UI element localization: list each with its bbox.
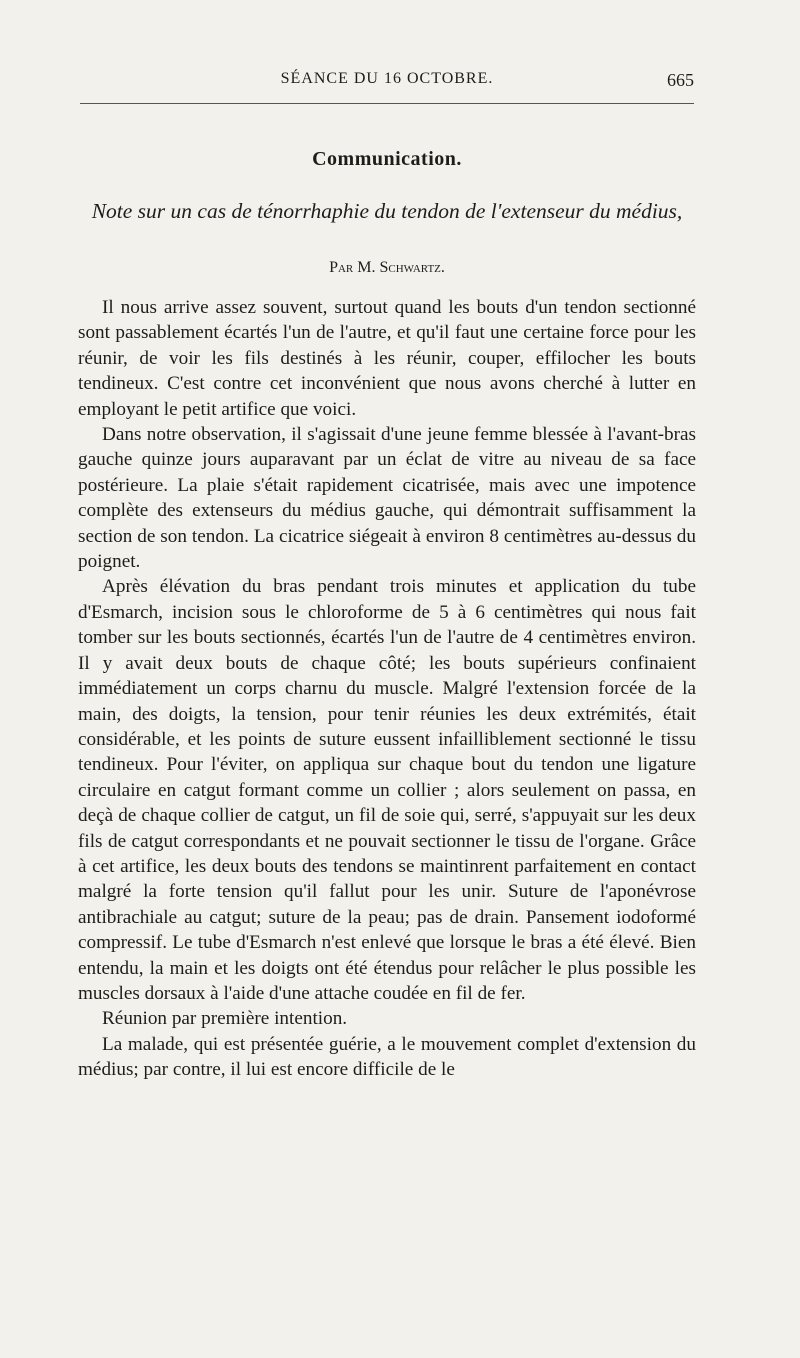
page-number: 665: [667, 70, 694, 90]
running-head: SÉANCE DU 16 OCTOBRE.: [280, 70, 494, 87]
paragraph: La malade, qui est présentée guérie, a le mouvement complet d'extension du médius; par contre, il lui est encore difficile de le: [78, 1033, 696, 1081]
page-header: [80, 70, 694, 100]
author-byline: Par M. Schwartz.: [329, 259, 445, 276]
section-heading: Communication.: [312, 148, 462, 170]
article-body: [78, 295, 696, 1083]
paragraph: Après élévation du bras pendant trois minutes et application du tube d'Esmarch, incision sous le chloroforme de 5 à 6 centimètres qui nous fait tomber sur les bouts sectionnés, écartés l'un de l'autre de 4 centimètres environ. Il y avait deux bouts de chaque côté; les bouts supérieurs confinaient immédiatement un corps charnu du muscle. Malgré l'extension forcée de la main, des doigts, la tension, pour tenir réunies les deux extrémités, était considérable, et les points de suture eussent infailliblement sectionné le tissu tendineux. Pour l'éviter, on appliqua sur chaque bout du tendon une ligature circulaire en catgut formant comme un collier ; alors seulement on passa, en deçà de chaque collier de catgut, un fil de soie qui, serré, s'appuyait sur les deux fils de catgut correspondants et ne pouvait sectionner le tissu de l'organe. Grâce à cet artifice, les deux bouts des tendons se maintinrent parfaitement en contact malgré la forte tension qu'il fallut pour les unir. Suture de l'aponévrose antibrachiale au catgut; suture de la peau; pas de drain. Pansement iodoformé compressif. Le tube d'Esmarch n'est enlevé que lorsque le bras a été élevé. Bien entendu, la main et les doigts ont été étendus pour relâcher le plus possible les muscles dorsaux à l'aide d'une attache coudée en fil de fer.: [78, 576, 696, 1004]
paragraph: Réunion par première intention.: [102, 1008, 348, 1030]
paragraph: Il nous arrive assez souvent, surtout quand les bouts d'un tendon sectionné sont passablement écartés l'un de l'autre, et qu'il faut une certaine force pour les réunir, de voir les fils destinés à les réunir, couper, effilocher les bouts tendineux. C'est contre cet inconvénient que nous avons cherché à lutter en employant le petit artifice que voici.: [78, 297, 696, 420]
paragraph: Dans notre observation, il s'agissait d'une jeune femme blessée à l'avant-bras gauche quinze jours auparavant par un éclat de vitre au niveau de sa face postérieure. La plaie s'était rapidement cicatrisée, mais avec une impotence complète des extenseurs du médius gauche, qui démontrait suffisamment la section de son tendon. La cicatrice siégeait à environ 8 centimètres au-dessus du poignet.: [78, 424, 696, 573]
article-title: Note sur un cas de ténorrhaphie du tendon de l'extenseur du médius,: [91, 199, 683, 223]
header-rule: [80, 103, 694, 104]
